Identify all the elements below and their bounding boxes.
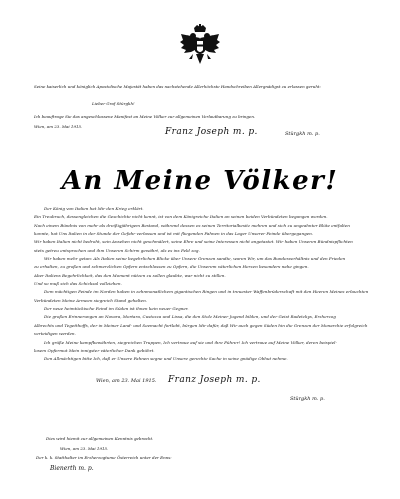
proclamation-title: An Meine Völker! — [61, 166, 339, 196]
body-line: Wir haben Italien nicht bedroht, sein Ansehen nicht geschmälert, seine Ehre und seine Interessen nicht angetastet. Wir haben Unseren Bündnispflichten — [34, 239, 353, 245]
header-instruction: Ich beauftrage Sie das angeschlossene Manifest an Meine Völker zur allgemeinen Verlautbarung zu bringen. — [34, 114, 256, 119]
body-line: Wir haben mehr getan: Als Italien seine begehrlichen Blicke über Unsere Grenzen sandte, waren Wir, um das Bundesverhältnis und den Frieden — [44, 256, 346, 262]
footer-dateline: Wien, am 23. Mai 1915. — [60, 446, 109, 451]
body-line: zu erhalten, zu großen und schmerzlichen Opfern entschlossen zu Opfern, die Unserem väterlichen Herzen besonders nahe gingen. — [34, 264, 309, 270]
body-line: Der neue heimtückische Feind im Süden ist ihnen kein neuer Gegner. — [44, 306, 189, 312]
body-line: losem Opfermut Mein innigster väterlicher Dank gebührt. — [34, 347, 155, 353]
body-line: Albrechts und Tegetthoffs, der in Meiner Land- und Seemacht fortlebt, bürgen Mir dafür, daß Wir auch gegen Süden hin die Grenzen der Monarchie erfolgreich — [34, 322, 368, 328]
countersignature: Stürgkh m. p. — [285, 131, 320, 137]
closing-countersignature: Stürgkh m. p. — [290, 396, 325, 402]
footer-signature: Bienerth m. p. — [50, 465, 94, 472]
proclamation-body — [34, 205, 374, 364]
salutation: Lieber Graf Stürgkh! — [92, 101, 135, 106]
body-line: Und so muß sich das Schicksal vollziehen. — [34, 281, 122, 287]
closing-dateline: Wien, am 23. Mai 1915. — [96, 378, 157, 384]
footer-notice: Dies wird hiemit zur allgemeinen Kenntnis gebracht. — [46, 436, 154, 441]
body-line: Nach einem Bündnis von mehr als dreißigjährigem Bestand, während dessen es seinen Territorialbesitz mehren und sich zu ungeahnter Blüte entfalten — [34, 222, 350, 228]
body-line: konnte, hat Uns Italien in der Stunde der Gefahr verlassen und ist mit fliegenden Fahnen in das Lager Unserer Feinde übergegangen. — [34, 231, 314, 237]
body-line: Dem mächtigen Feinde im Norden haben in zehnmonatlichem gigantischen Ringen und in treuester Waffenbrüderschaft mit den Heeren Meines erlauchten — [44, 289, 369, 295]
body-line: Den Allmächtigen bitte Ich, daß er Unsere Fahnen segne und Unsere gerechte Sache in seine gnädige Obhut nehme. — [44, 356, 288, 362]
footer-authority: Der k. k. Statthalter im Erzherzogtume Österreich unter der Enns: — [36, 455, 172, 460]
body-line: stets getreu entsprochen und ihm Unseren Schirm gewährt, als es ins Feld zog. — [34, 247, 200, 253]
body-line: verteidigen werden. — [34, 331, 76, 337]
body-line: Der König von Italien hat Mir den Krieg erklärt. — [44, 206, 144, 211]
body-line: Aber Italiens Begehrlichkeit, das den Moment nützen zu sollen glaubte, war nicht zu stillen. — [34, 272, 226, 278]
double-headed-eagle-icon — [179, 24, 221, 68]
header-dateline: Wien, am 23. Mai 1915. — [34, 124, 83, 129]
body-line: Ein Treubruch, dessengleichen die Geschichte nicht kennt, ist von dem Königreiche Italien an seinen beiden Verbündeten begangen worden. — [34, 214, 328, 220]
header-intro: Seine kaiserlich und königlich Apostolische Majestät haben das nachstehende Allerhöchste Handschreiben Allergnädigst zu erlassen geruht: — [34, 84, 321, 89]
closing-signature: Franz Joseph m. p. — [168, 375, 261, 385]
body-line: Verbündeten Meine Armeen siegreich Stand gehalten. — [34, 297, 148, 303]
emperor-signature: Franz Joseph m. p. — [165, 127, 258, 137]
body-line: Ich grüße Meine kampfbewährten, siegreichen Truppen, Ich vertraue auf sie und ihre Führer! Ich vertraue auf Meine Völker, deren beispiel- — [44, 339, 337, 345]
body-line: Die großen Erinnerungen an Novara, Mortara, Custozza und Lissa, die den Stolz Meiner Jugend bilden, und der Geist Radetzkys, Erzherzog — [44, 314, 336, 320]
